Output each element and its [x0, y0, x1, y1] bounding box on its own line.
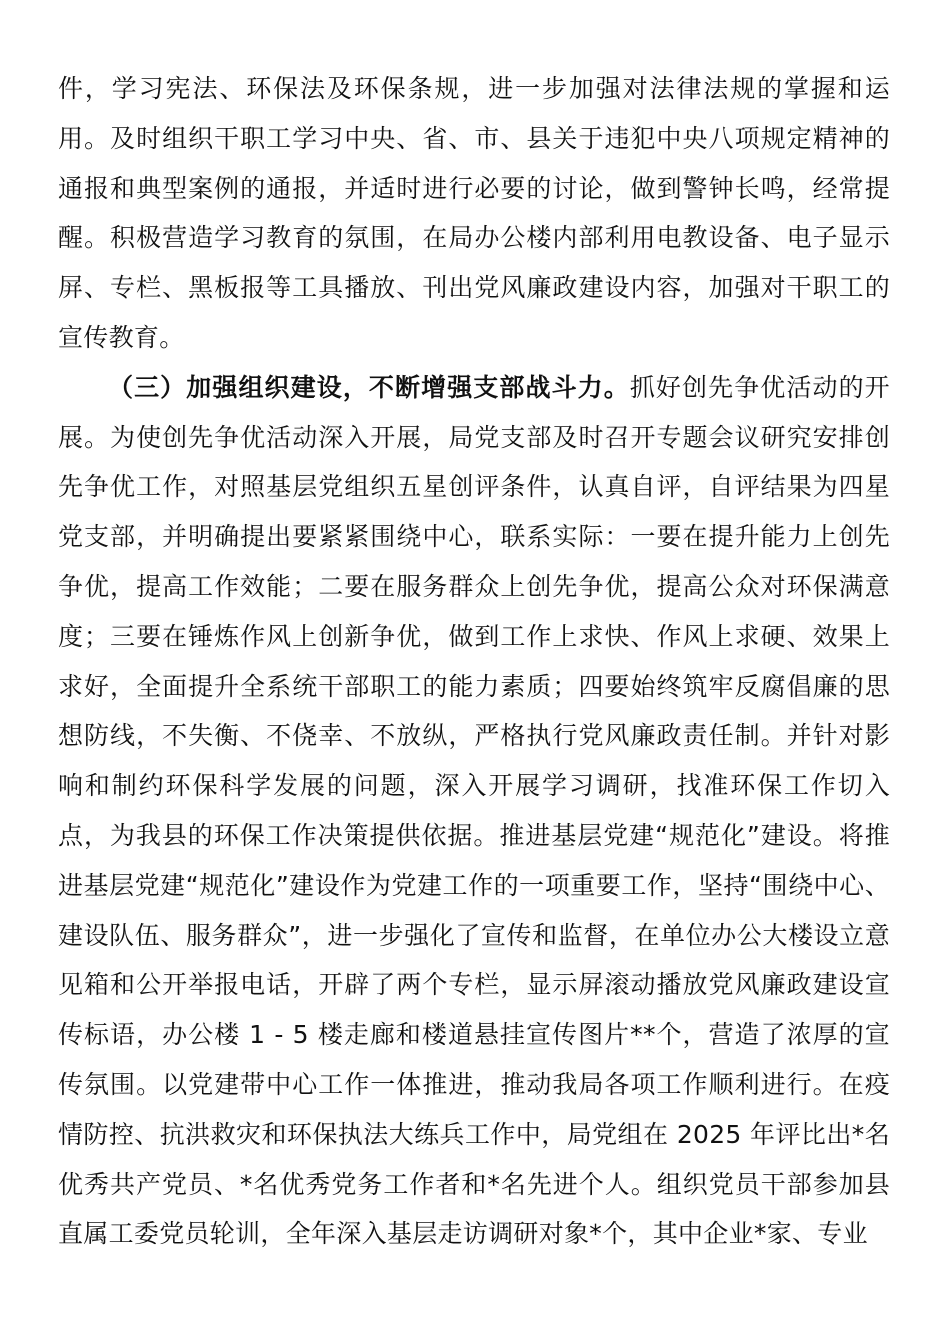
document-body: [58, 64, 890, 1259]
section-body: 抓好创先争优活动的开展。为使创先争优活动深入开展，局党支部及时召开专题会议研究安排创先争优工作，对照基层党组织五星创评条件，认真自评，自评结果为四星党支部，并明确提出要紧紧围绕中心，联系实际：一要在提升能力上创先争优，提高工作效能；二要在服务群众上创先争优，提高公众对环保满意度；三要在锤炼作风上创新争优，做到工作上求快、作风上求硬、效果上求好，全面提升全系统干部职工的能力素质；四要始终筑牢反腐倡廉的思想防线，不失衡、不侥幸、不放纵，严格执行党风廉政责任制。并针对影响和制约环保科学发展的问题，深入开展学习调研，找准环保工作切入点，为我县的环保工作决策提供依据。推进基层党建“规范化”建设。将推进基层党建“规范化”建设作为党建工作的一项重要工作，坚持“围绕中心、建设队伍、服务群众”，进一步强化了宣传和监督，在单位办公大楼设立意见箱和公开举报电话，开辟了两个专栏，显示屏滚动播放党风廉政建设宣传标语，办公楼 1 - 5 楼走廊和楼道悬挂宣传图片**个，营造了浓厚的宣传氛围。以党建带中心工作一体推进，推动我局各项工作顺利进行。在疫情防控、抗洪救灾和环保执法大练兵工作中，局党组在 2025 年评比出*名优秀共产党员、*名优秀党务工作者和*名先进个人。组织党员干部参加县直属工委党员轮训，全年深入基层走访调研对象*个，其中企业*家、专业: [58, 372, 890, 1249]
paragraph-organization-building: [58, 363, 890, 1259]
section-heading: （三）加强组织建设，不断增强支部战斗力。: [108, 372, 630, 402]
paragraph-continuation: 件，学习宪法、环保法及环保条规，进一步加强对法律法规的掌握和运用。及时组织干职工学习中央、省、市、县关于违犯中央八项规定精神的通报和典型案例的通报，并适时进行必要的讨论，做到警钟长鸣，经常提醒。积极营造学习教育的氛围，在局办公楼内部利用电教设备、电子显示屏、专栏、黑板报等工具播放、刊出党风廉政建设内容，加强对干职工的宣传教育。: [58, 74, 890, 352]
